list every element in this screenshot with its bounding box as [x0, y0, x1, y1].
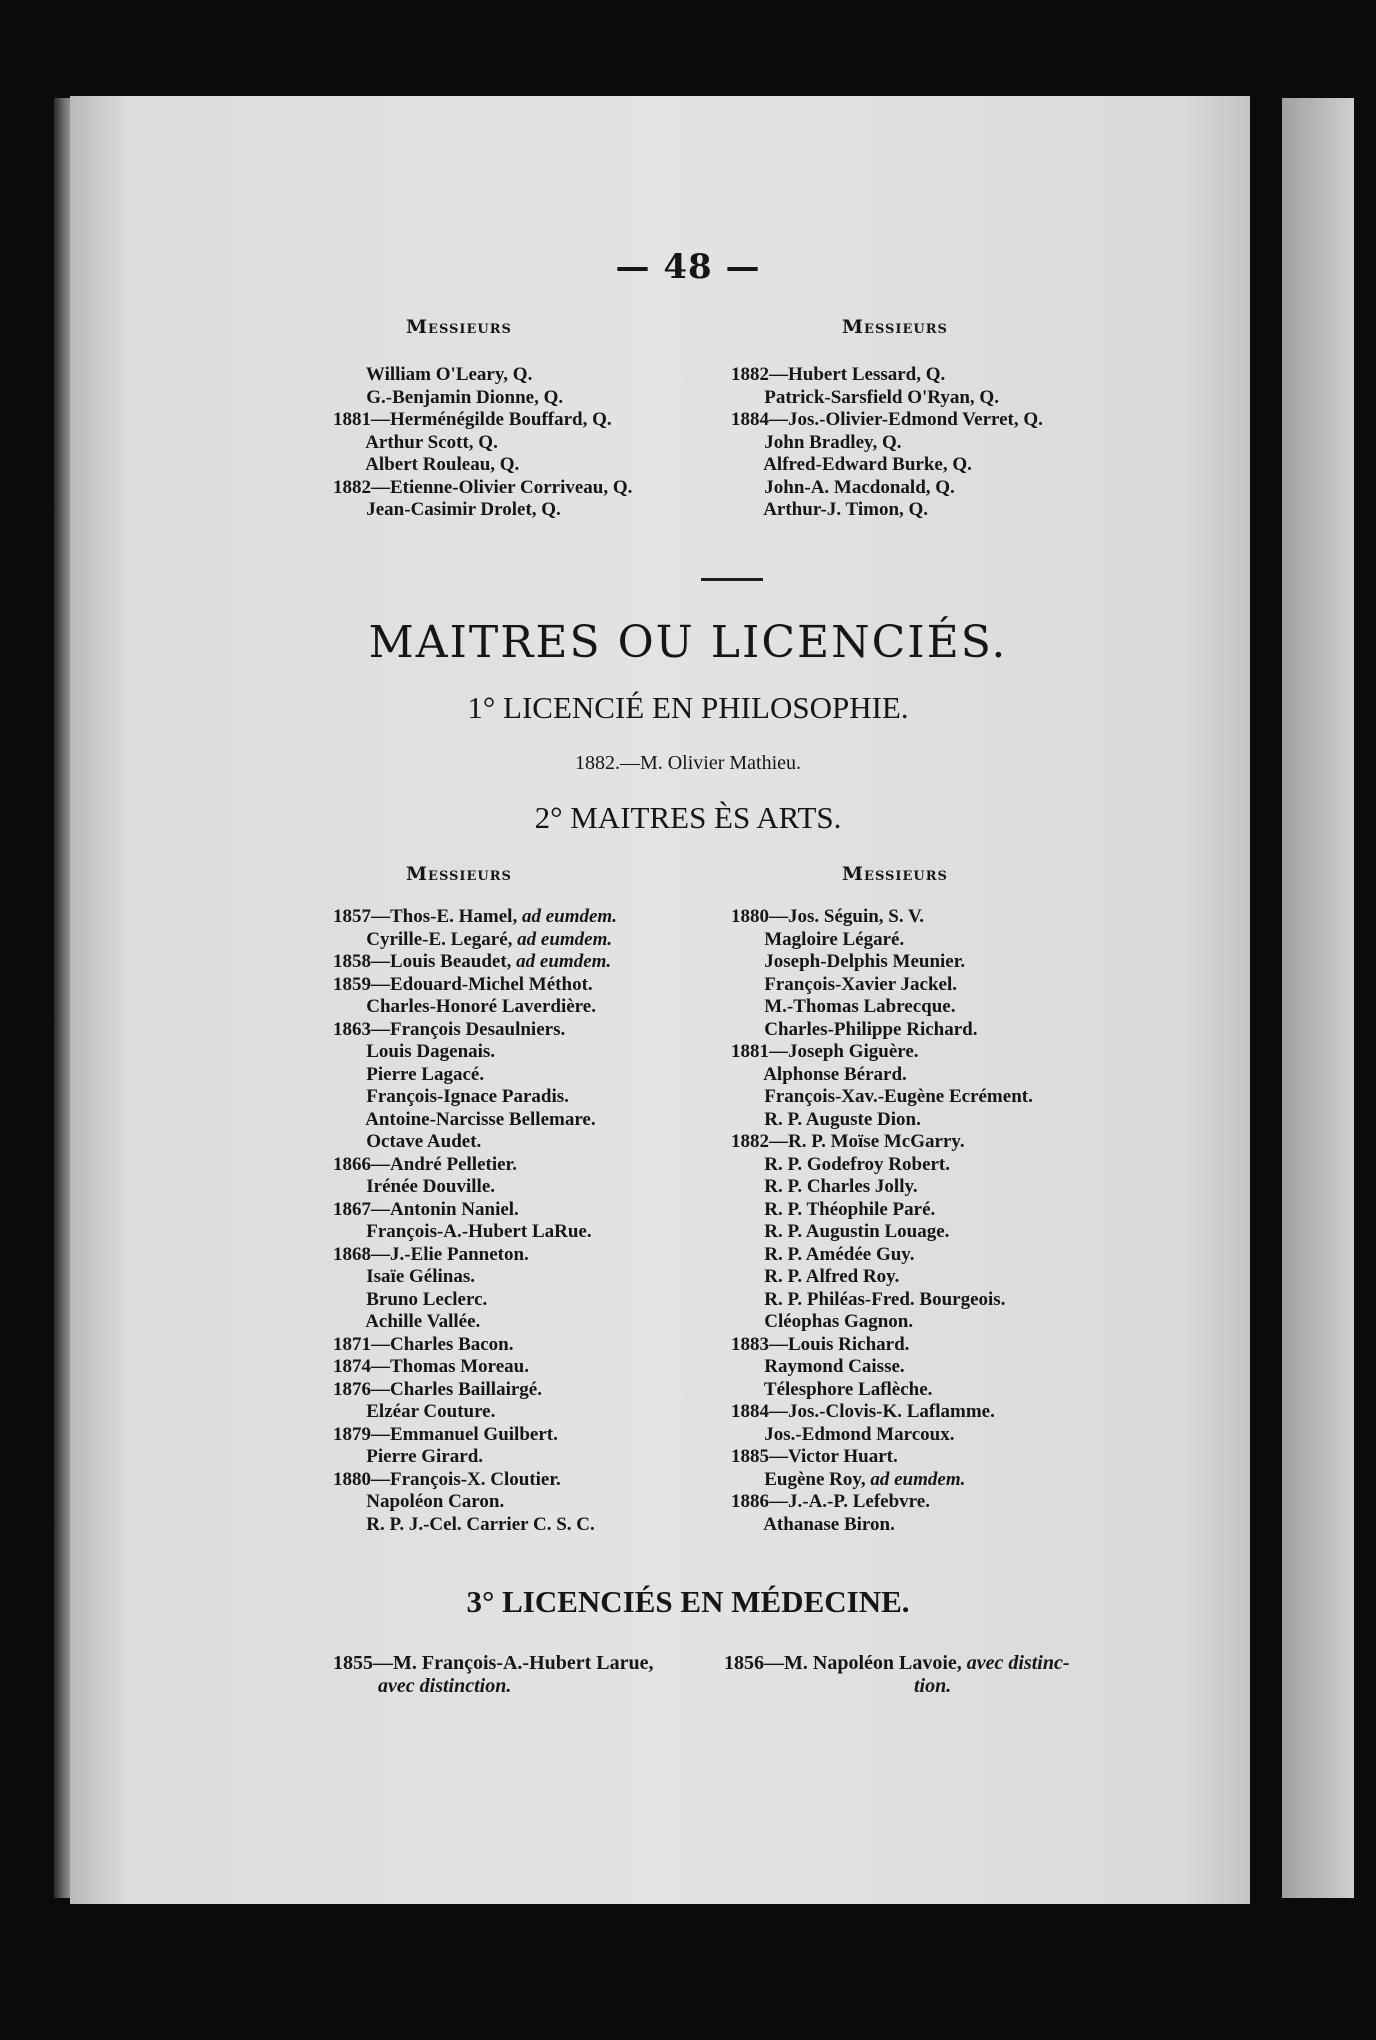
- list-item: Bruno Leclerc.: [333, 1288, 488, 1310]
- list-item: Octave Audet.: [333, 1131, 482, 1152]
- list-item: Jean-Casimir Drolet, Q.: [333, 499, 561, 520]
- arts-right-list: [731, 906, 1033, 1536]
- list-item: Louis Dagenais.: [333, 1041, 496, 1062]
- adjacent-page-edge: [1282, 98, 1354, 1898]
- list-item: 1866—André Pelletier.: [333, 1153, 517, 1175]
- list-item: Arthur-J. Timon, Q.: [731, 499, 929, 520]
- list-item: 1856—M. Napoléon Lavoie, avec distinc-: [724, 1652, 1070, 1674]
- medecine-right-entry: [724, 1652, 1070, 1698]
- list-item: tion.: [914, 1675, 952, 1697]
- list-item: 1871—Charles Bacon.: [333, 1333, 514, 1355]
- list-item: R. P. Augustin Louage.: [731, 1221, 950, 1242]
- list-item: Napoléon Caron.: [333, 1491, 505, 1512]
- list-item: R. P. Théophile Paré.: [731, 1198, 936, 1220]
- top-left-column-header: Messieurs: [406, 316, 512, 338]
- list-item: Eugène Roy, ad eumdem.: [731, 1468, 966, 1490]
- list-item: Alfred-Edward Burke, Q.: [731, 454, 972, 475]
- list-item: 1855—M. François-A.-Hubert Larue,: [333, 1652, 654, 1674]
- list-item: R. P. Charles Jolly.: [731, 1176, 918, 1197]
- arts-left-list: [333, 906, 617, 1536]
- list-item: avec distinction.: [378, 1675, 512, 1697]
- list-item: 1868—J.-Elie Panneton.: [333, 1243, 529, 1265]
- list-item: John-A. Macdonald, Q.: [731, 476, 955, 498]
- main-title: MAITRES OU LICENCIÉS.: [368, 617, 1008, 668]
- medecine-left-entry: [333, 1652, 654, 1698]
- list-item: Irénée Douville.: [333, 1176, 496, 1197]
- list-item: 1881—Joseph Giguère.: [731, 1041, 919, 1062]
- list-item: 1876—Charles Baillairgé.: [333, 1378, 542, 1400]
- list-item: Charles-Honoré Laverdière.: [333, 996, 596, 1017]
- page-number: — 48 —: [615, 247, 761, 287]
- list-item: Joseph-Delphis Meunier.: [731, 951, 966, 972]
- list-item: Athanase Biron.: [731, 1513, 895, 1535]
- list-item: 1879—Emmanuel Guilbert.: [333, 1423, 558, 1445]
- section-heading-medecine: 3° LICENCIÉS EN MÉDECINE.: [466, 1584, 910, 1619]
- list-item: Isaïe Gélinas.: [333, 1266, 475, 1287]
- list-item: Pierre Lagacé.: [333, 1063, 485, 1085]
- list-item: François-Xav.-Eugène Ecrément.: [731, 1086, 1033, 1107]
- list-item: 1880—Jos. Séguin, S. V.: [731, 906, 925, 927]
- list-item: Antoine-Narcisse Bellemare.: [333, 1108, 596, 1130]
- arts-left-column-header: Messieurs: [406, 863, 512, 885]
- list-item: Jos.-Edmond Marcoux.: [731, 1423, 955, 1445]
- list-item: Télesphore Laflèche.: [731, 1378, 933, 1400]
- list-item: 1885—Victor Huart.: [731, 1446, 898, 1467]
- list-item: 1886—J.-A.-P. Lefebvre.: [731, 1491, 930, 1512]
- list-item: R. P. Alfred Roy.: [731, 1266, 900, 1287]
- list-item: G.-Benjamin Dionne, Q.: [333, 386, 564, 408]
- list-item: 1857—Thos-E. Hamel, ad eumdem.: [333, 906, 617, 927]
- section-divider: [701, 578, 763, 581]
- list-item: 1859—Edouard-Michel Méthot.: [333, 973, 593, 995]
- list-item: 1867—Antonin Naniel.: [333, 1198, 519, 1220]
- list-item: François-Ignace Paradis.: [333, 1086, 569, 1107]
- list-item: 1884—Jos.-Clovis-K. Laflamme.: [731, 1401, 995, 1422]
- list-item: 1880—François-X. Cloutier.: [333, 1468, 561, 1490]
- list-item: 1882—Etienne-Olivier Corriveau, Q.: [333, 476, 633, 498]
- section-heading-maitres-es-arts: 2° MAITRES ÈS ARTS.: [534, 800, 842, 835]
- list-item: 1874—Thomas Moreau.: [333, 1356, 529, 1377]
- list-item: William O'Leary, Q.: [333, 364, 533, 385]
- top-left-list: [333, 364, 632, 522]
- top-right-list: [731, 364, 1043, 522]
- list-item: 1882—Hubert Lessard, Q.: [731, 364, 946, 385]
- list-item: Cléophas Gagnon.: [731, 1311, 914, 1332]
- arts-right-column-header: Messieurs: [842, 863, 948, 885]
- list-item: R. P. J.-Cel. Carrier C. S. C.: [333, 1513, 595, 1535]
- list-item: Cyrille-E. Legaré, ad eumdem.: [333, 928, 613, 950]
- list-item: R. P. Philéas-Fred. Bourgeois.: [731, 1288, 1006, 1310]
- list-item: Arthur Scott, Q.: [333, 431, 498, 453]
- list-item: R. P. Godefroy Robert.: [731, 1153, 951, 1175]
- list-item: Pierre Girard.: [333, 1446, 484, 1467]
- list-item: 1884—Jos.-Olivier-Edmond Verret, Q.: [731, 409, 1043, 430]
- list-item: Alphonse Bérard.: [731, 1063, 907, 1085]
- list-item: 1882—R. P. Moïse McGarry.: [731, 1131, 965, 1152]
- page-scan: [70, 96, 1250, 1904]
- list-item: Elzéar Couture.: [333, 1401, 496, 1422]
- list-item: Patrick-Sarsfield O'Ryan, Q.: [731, 386, 999, 408]
- list-item: 1863—François Desaulniers.: [333, 1018, 566, 1040]
- list-item: François-Xavier Jackel.: [731, 973, 958, 995]
- list-item: Achille Vallée.: [333, 1311, 481, 1332]
- list-item: Albert Rouleau, Q.: [333, 454, 520, 475]
- list-item: Raymond Caisse.: [731, 1356, 905, 1377]
- list-item: R. P. Auguste Dion.: [731, 1108, 921, 1130]
- section-heading-philosophie: 1° LICENCIÉ EN PHILOSOPHIE.: [467, 690, 909, 725]
- list-item: Charles-Philippe Richard.: [731, 1018, 978, 1040]
- list-item: M.-Thomas Labrecque.: [731, 996, 956, 1017]
- top-right-column-header: Messieurs: [842, 316, 948, 338]
- list-item: John Bradley, Q.: [731, 431, 902, 453]
- list-item: 1883—Louis Richard.: [731, 1333, 910, 1355]
- philosophie-entry: 1882.—M. Olivier Mathieu.: [574, 752, 802, 774]
- list-item: François-A.-Hubert LaRue.: [333, 1221, 592, 1242]
- list-item: 1881—Herménégilde Bouffard, Q.: [333, 409, 612, 430]
- list-item: 1858—Louis Beaudet, ad eumdem.: [333, 951, 612, 972]
- list-item: R. P. Amédée Guy.: [731, 1243, 915, 1265]
- list-item: Magloire Légaré.: [731, 928, 905, 950]
